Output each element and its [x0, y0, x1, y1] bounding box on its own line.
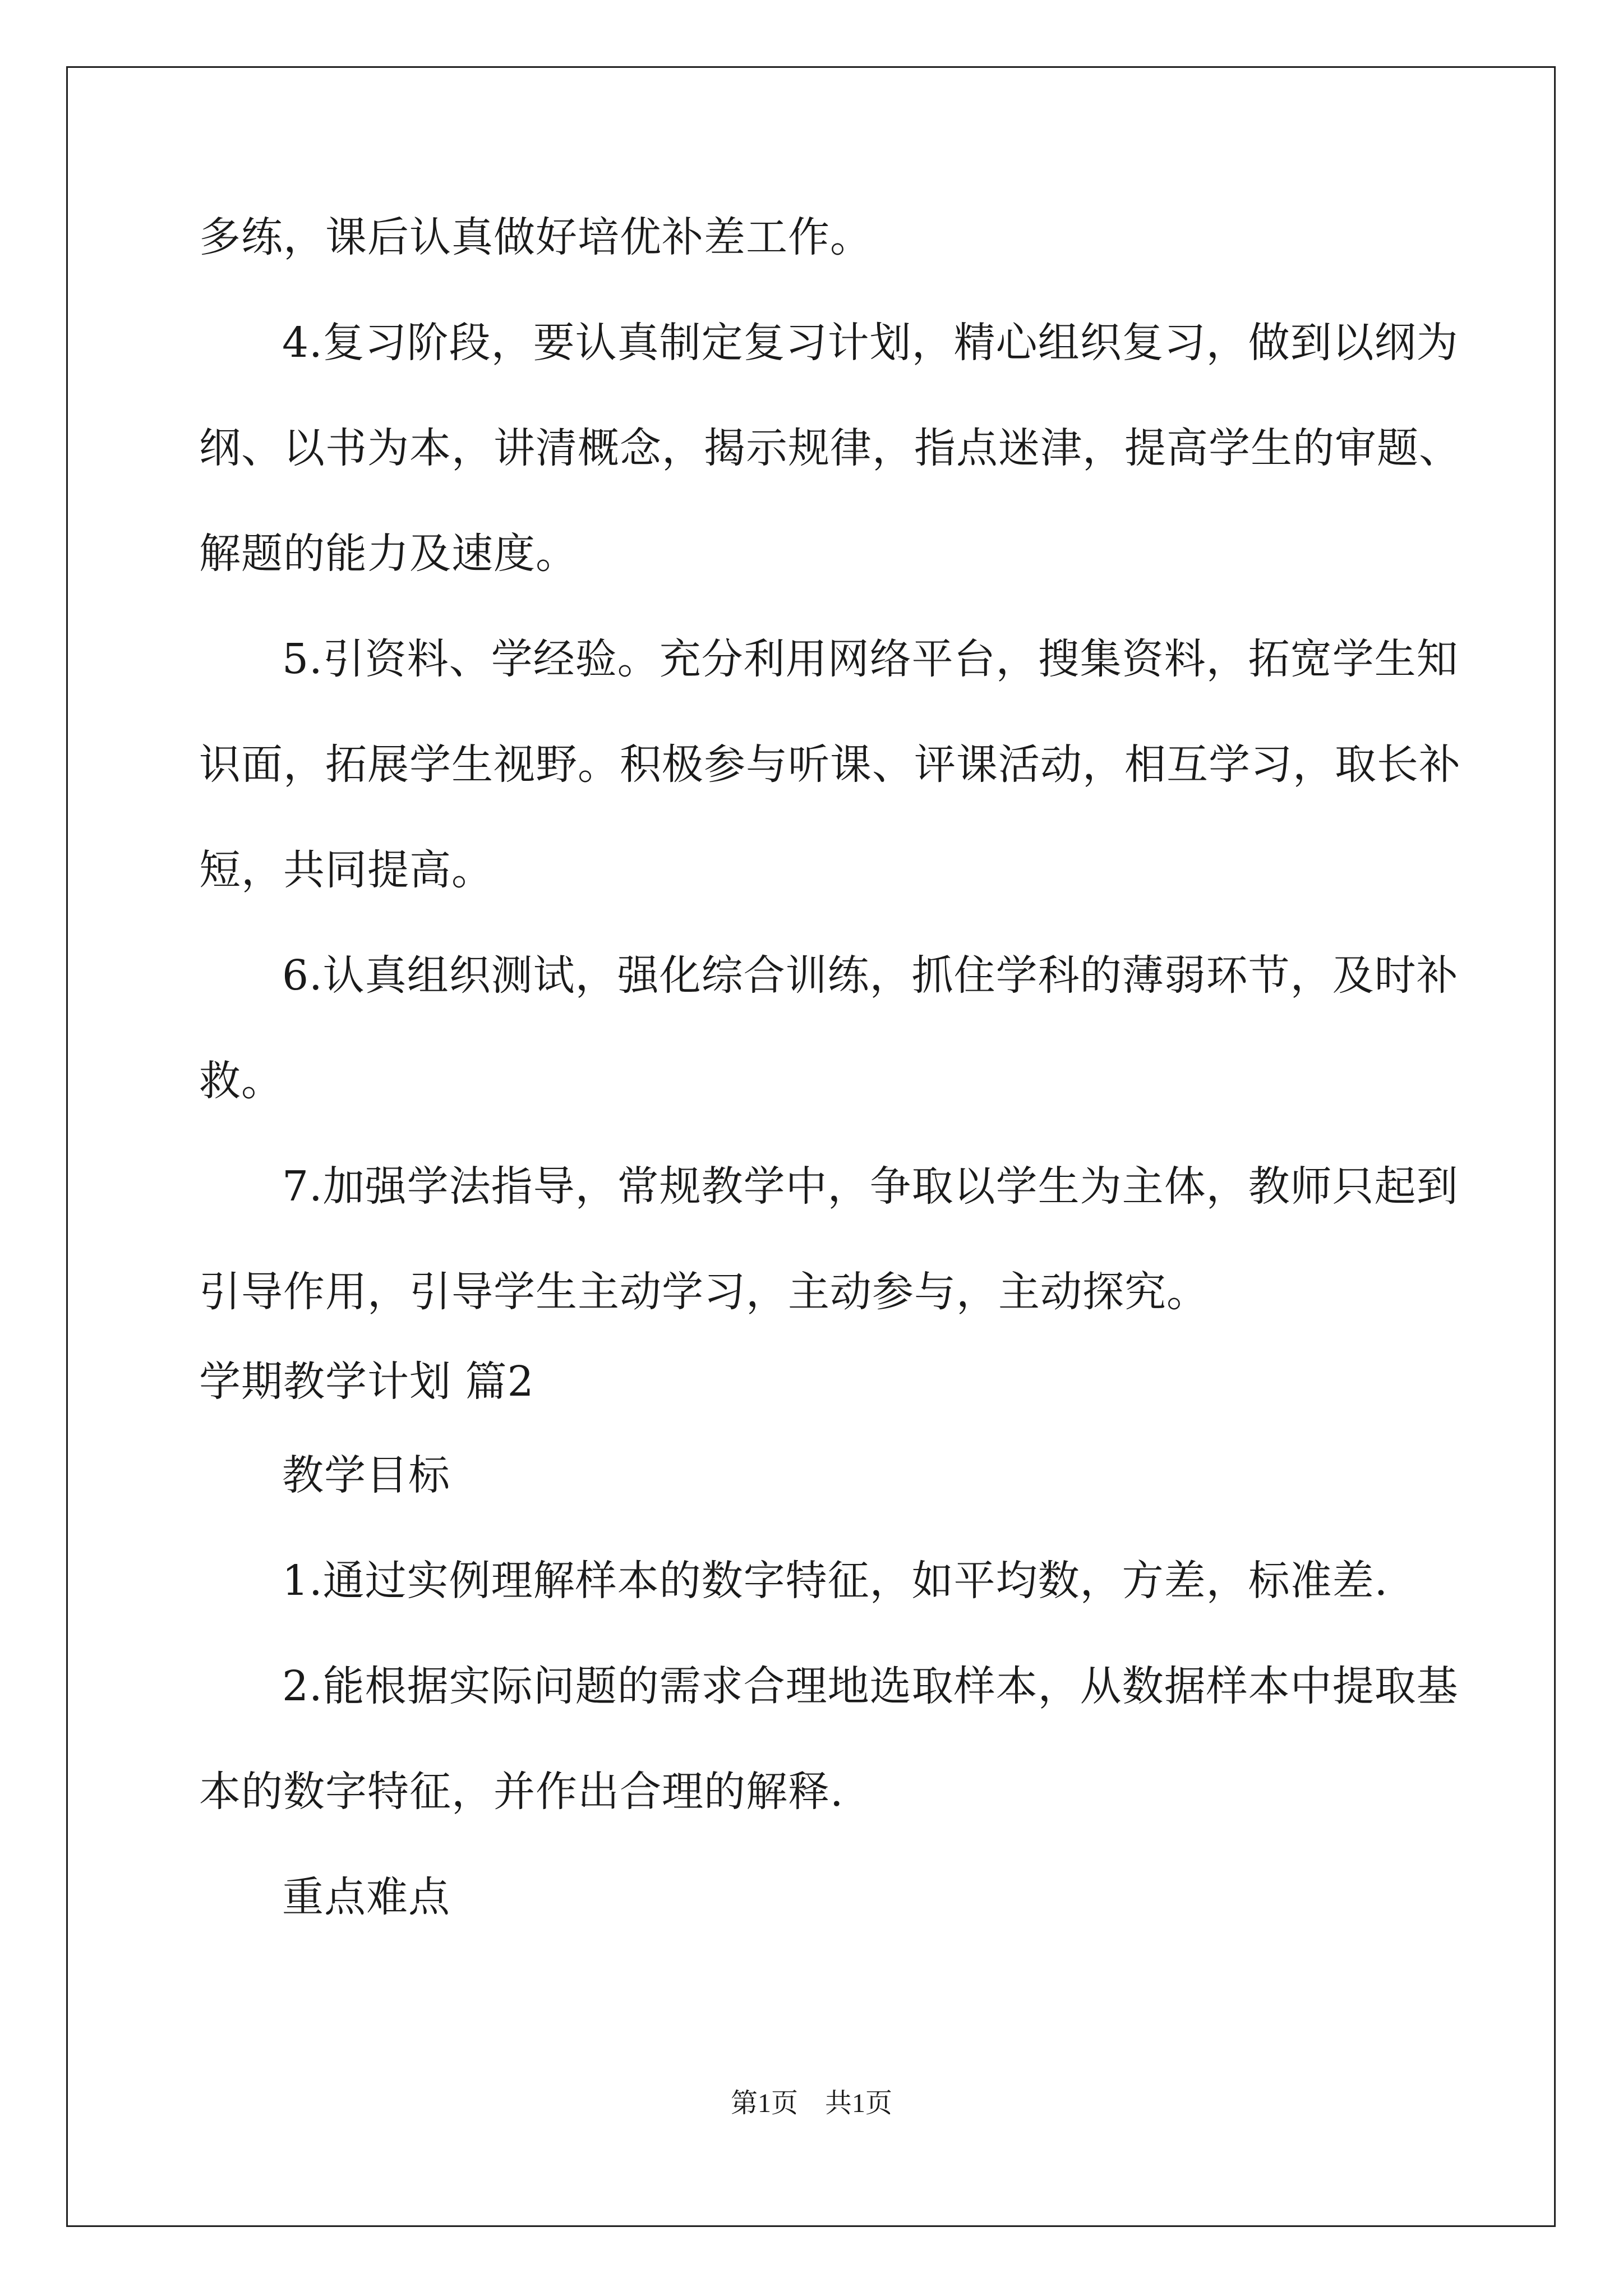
subheading-teaching-goals: 教学目标	[282, 1451, 450, 1499]
goal-item-1: 1.通过实例理解样本的数字特征，如平均数，方差，标准差.	[282, 1557, 1389, 1605]
list-item-5-line-3: 短，共同提高。	[199, 846, 494, 894]
list-item-5-line-2: 识面，拓展学生视野。积极参与听课、评课活动，相互学习，取长补	[199, 740, 1461, 789]
list-item-7-line-2: 引导作用，引导学生主动学习，主动参与，主动探究。	[199, 1268, 1209, 1316]
page-footer: 第1页 共1页	[730, 2088, 892, 2118]
list-item-4-line-3: 解题的能力及速度。	[199, 530, 578, 578]
list-item-7-line-1: 7.加强学法指导，常规教学中，争取以学生为主体，教师只起到	[282, 1162, 1459, 1211]
list-item-4-line-1: 4.复习阶段，要认真制定复习计划，精心组织复习，做到以纲为	[282, 319, 1459, 367]
goal-item-2-line-2: 本的数字特征，并作出合理的解释.	[199, 1768, 844, 1816]
goal-item-2-line-1: 2.能根据实际问题的需求合理地选取样本，从数据样本中提取基	[282, 1662, 1459, 1710]
subheading-key-points: 重点难点	[282, 1873, 450, 1921]
list-item-6-line-1: 6.认真组织测试，强化综合训练，抓住学科的薄弱环节，及时补	[282, 951, 1459, 1000]
list-item-4-line-2: 纲、以书为本，讲清概念，揭示规律，指点迷津，提高学生的审题、	[199, 424, 1461, 472]
list-item-6-line-2: 救。	[199, 1057, 283, 1105]
paragraph-line: 多练，课后认真做好培优补差工作。	[199, 213, 872, 261]
list-item-5-line-1: 5.引资料、学经验。充分利用网络平台，搜集资料，拓宽学生知	[282, 635, 1459, 683]
section-heading: 学期教学计划 篇2	[199, 1358, 534, 1406]
